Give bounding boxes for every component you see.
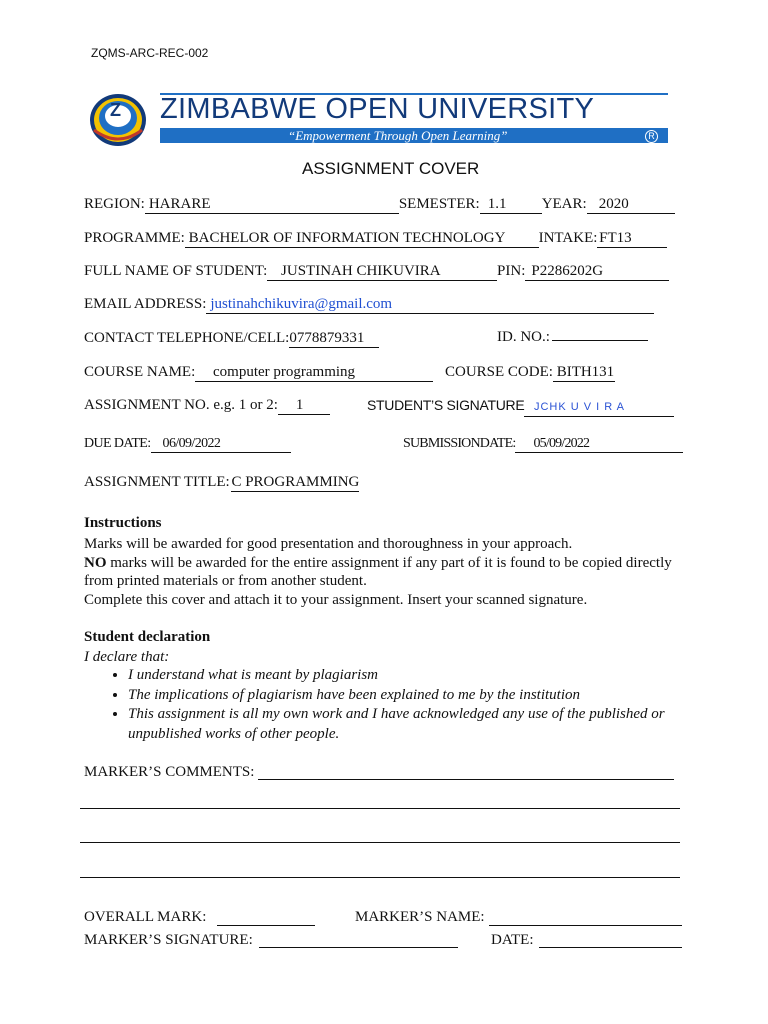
course-code-value: BITH131 xyxy=(553,365,615,382)
assignment-title-value: C PROGRAMMING xyxy=(231,474,360,490)
semester-label: SEMESTER: xyxy=(398,196,480,212)
marker-comments-line xyxy=(80,808,680,809)
student-name-value: JUSTINAH CHIKUVIRA xyxy=(267,264,497,281)
instruction-line: Complete this cover and attach it to your assignment. Insert your scanned signature. xyxy=(84,591,588,608)
assignment-no-row xyxy=(84,397,330,415)
document-code: ZQMS-ARC-REC-002 xyxy=(91,46,209,60)
declaration-item: • The implications of plagiarism have been explained to me by the institution xyxy=(128,686,665,706)
declaration-item: • I understand what is meant by plagiarism xyxy=(128,666,665,686)
university-slogan: “Empowerment Through Open Learning” xyxy=(288,128,508,143)
due-date-value: 06/09/2022 xyxy=(151,436,291,453)
marker-comments-line xyxy=(80,842,680,843)
declaration-item-text: unpublished works of other people. xyxy=(128,725,340,742)
due-date-label: DUE DATE: xyxy=(84,436,151,451)
instruction-line xyxy=(84,554,672,573)
marker-signature-label: MARKER’S SIGNATURE: xyxy=(84,932,253,948)
course-code-row xyxy=(445,364,615,382)
phone-value: 0778879331 xyxy=(289,331,379,348)
programme-value: BACHELOR OF INFORMATION TECHNOLOGY xyxy=(185,231,539,248)
student-signature-label: STUDENT’S SIGNATURE xyxy=(367,397,525,413)
email-row xyxy=(84,296,654,314)
region-label: REGION: xyxy=(84,196,145,212)
id-label: ID. NO.: xyxy=(497,329,550,345)
declaration-item xyxy=(128,705,665,744)
intake-label: INTAKE: xyxy=(538,230,598,246)
university-logo xyxy=(88,90,670,146)
instruction-no-emphasis: NO xyxy=(84,554,107,571)
email-label: EMAIL ADDRESS: xyxy=(84,296,207,312)
marker-comments-line xyxy=(80,877,680,878)
assignment-no-value: 1 xyxy=(278,398,330,415)
region-row xyxy=(84,196,675,214)
marker-name-label: MARKER’S NAME: xyxy=(355,909,485,925)
marker-signature-line xyxy=(259,947,458,948)
declaration-item-text: This assignment is all my own work and I have acknowledged any use of the published or xyxy=(128,706,665,722)
student-name-row xyxy=(84,263,669,281)
assignment-title-label: ASSIGNMENT TITLE: xyxy=(84,474,230,490)
instructions-heading: Instructions xyxy=(84,515,162,531)
instruction-line-text: marks will be awarded for the entire assignment if any part of it is found to be copied directly xyxy=(106,554,672,571)
instruction-line: Marks will be awarded for good presentation and thoroughness in your approach. xyxy=(84,536,573,552)
submission-date-value: 05/09/2022 xyxy=(515,436,683,453)
region-value: HARARE xyxy=(145,197,399,214)
emblem-letter: Z xyxy=(110,100,121,120)
email-value[interactable]: justinahchikuvira@gmail.com xyxy=(206,297,654,314)
marker-comments-line xyxy=(258,779,674,780)
student-signature-value: JCHK U V I R A xyxy=(524,400,674,417)
assignment-title-row xyxy=(84,474,359,492)
declaration-list xyxy=(100,666,665,744)
year-value: 2020 xyxy=(587,197,675,214)
programme-label: PROGRAMME: xyxy=(84,230,185,246)
submission-date-label: SUBMISSIONDATE: xyxy=(403,436,516,451)
contact-row xyxy=(84,330,379,348)
declaration-intro: I declare that: xyxy=(84,649,170,665)
page-title: ASSIGNMENT COVER xyxy=(302,159,480,178)
intake-value: FT13 xyxy=(597,231,667,248)
pin-value: P2286202G xyxy=(525,264,669,281)
overall-mark-line xyxy=(217,925,315,926)
marker-date-label: DATE: xyxy=(491,932,534,948)
course-name-value: computer programming xyxy=(195,365,433,382)
assignment-no-label: ASSIGNMENT NO. e.g. 1 or 2: xyxy=(84,397,278,413)
phone-label: CONTACT TELEPHONE/CELL: xyxy=(84,330,290,346)
marker-comments-label: MARKER’S COMMENTS: xyxy=(84,764,255,780)
registered-mark: R xyxy=(645,130,658,143)
student-signature-row xyxy=(367,397,674,417)
id-row xyxy=(497,329,648,346)
pin-label: PIN: xyxy=(497,263,526,279)
instructions-text xyxy=(84,535,672,609)
marker-name-line xyxy=(489,925,682,926)
id-value xyxy=(552,339,648,341)
submission-date-row xyxy=(403,436,683,453)
due-date-row xyxy=(84,436,291,453)
course-code-label: COURSE CODE: xyxy=(445,364,553,380)
semester-value: 1.1 xyxy=(480,197,542,214)
student-name-label: FULL NAME OF STUDENT: xyxy=(84,263,268,279)
course-name-row xyxy=(84,364,433,382)
programme-row xyxy=(84,230,667,248)
course-name-label: COURSE NAME: xyxy=(84,364,196,380)
university-name: ZIMBABWE OPEN UNIVERSITY xyxy=(160,93,595,125)
year-label: YEAR: xyxy=(541,196,587,212)
marker-date-line xyxy=(539,947,682,948)
overall-mark-label: OVERALL MARK: xyxy=(84,909,207,925)
declaration-heading: Student declaration xyxy=(84,629,211,645)
instruction-line: from printed materials or from another student. xyxy=(84,573,367,589)
